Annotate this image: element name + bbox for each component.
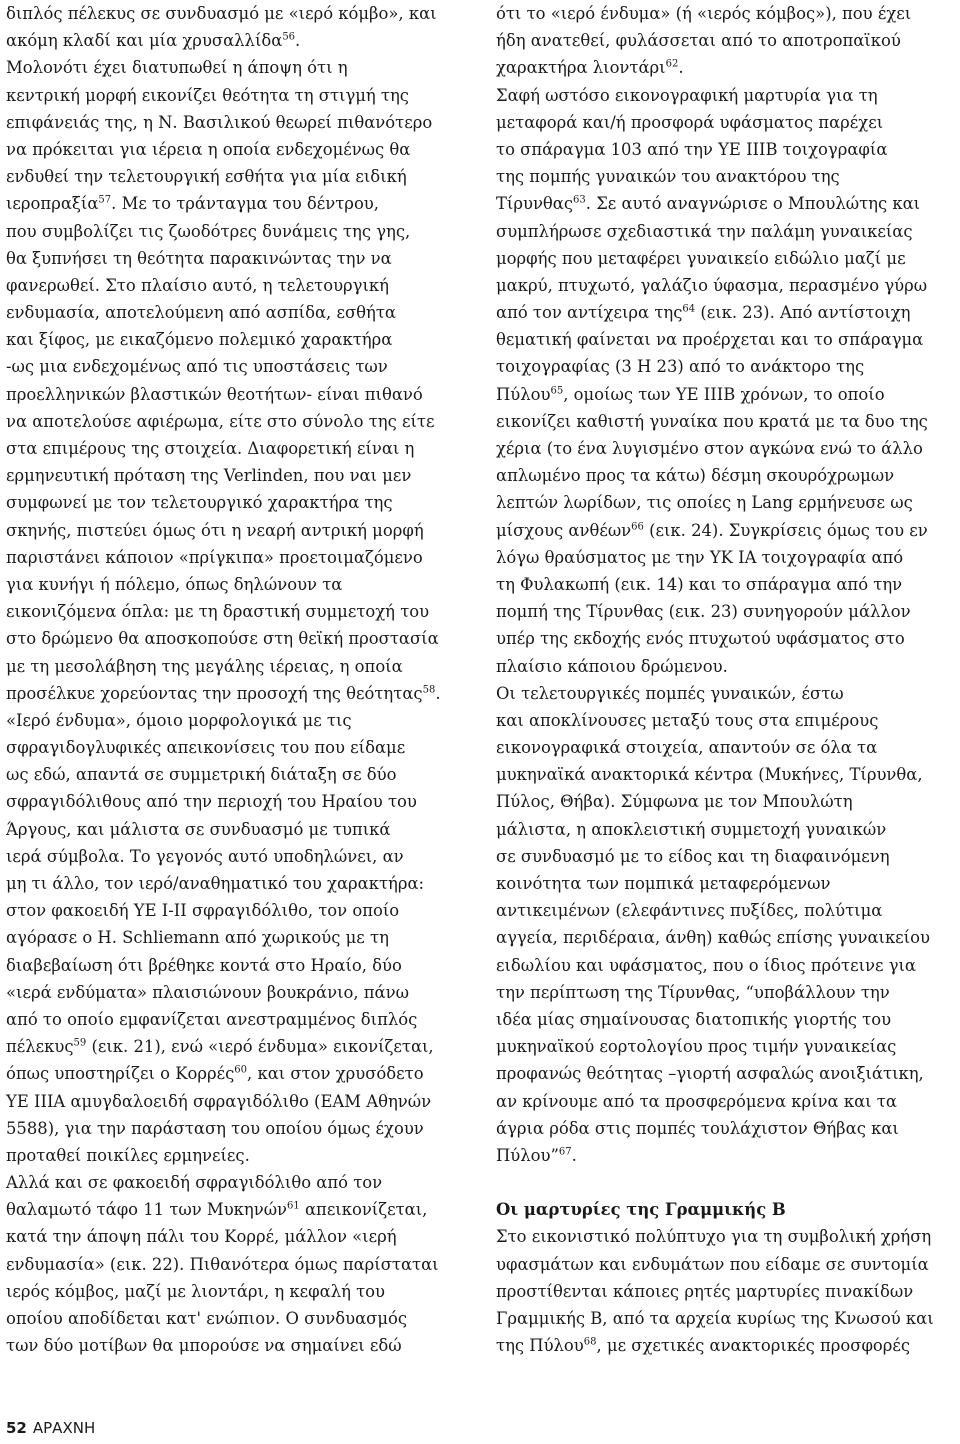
text-line <box>6 1169 476 1196</box>
text-line <box>496 353 956 380</box>
footnote-ref: 67 <box>558 1146 572 1158</box>
text-segment: και ξίφος, με εικαζόμενο πολεμικό χαρακτήρα <box>6 330 393 350</box>
page-footer <box>6 1416 95 1440</box>
text-segment: ερμηνευτική πρόταση της Verlinden, που ναι μεν <box>6 466 412 486</box>
text-line <box>6 924 476 951</box>
text-line <box>6 353 476 380</box>
text-segment: σφραγιδογλυφικές απεικονίσεις του που είδαμε <box>6 738 406 758</box>
text-segment: Σαφή ωστόσο εικονογραφική μαρτυρία για τη <box>496 85 878 105</box>
text-line <box>6 870 476 897</box>
text-segment: από τον αντίχειρα της <box>496 303 683 323</box>
text-segment: εικονίζει καθιστή γυναίκα που κρατά με τα δυο της <box>496 411 928 431</box>
text-line <box>496 870 956 897</box>
text-line <box>496 136 956 163</box>
footnote-ref: 61 <box>287 1200 300 1212</box>
text-segment: . <box>295 31 301 51</box>
text-segment: Πύλου <box>496 384 551 404</box>
text-line <box>6 788 476 815</box>
text-segment: μεταφορά και/ή προσφορά υφάσματος παρέχει <box>496 112 884 132</box>
text-line <box>6 598 476 625</box>
text-line <box>496 1088 956 1115</box>
text-segment: υφασμάτων και ενδυμάτων που είδαμε σε συντομία <box>496 1254 929 1274</box>
text-line <box>496 245 956 272</box>
text-line <box>6 653 476 680</box>
footnote-ref: 60 <box>234 1064 248 1076</box>
text-line <box>496 1223 956 1250</box>
text-line <box>496 816 956 843</box>
text-line <box>496 1196 956 1223</box>
text-line <box>6 707 476 734</box>
left-text-column <box>6 0 476 1359</box>
text-line <box>6 462 476 489</box>
text-line <box>6 571 476 598</box>
text-line <box>6 190 476 217</box>
text-segment: . Με το τράνταγμα του δέντρου, <box>111 194 379 214</box>
text-segment: κοινότητα των πομπικά μεταφερόμενων <box>496 874 831 893</box>
text-line <box>6 299 476 326</box>
text-line <box>6 1006 476 1033</box>
text-line <box>496 27 956 54</box>
text-line <box>496 1142 956 1169</box>
text-line <box>496 1060 956 1087</box>
text-segment: της Πύλου <box>496 1336 584 1356</box>
text-segment: Οι τελετουργικές πομπές γυναικών, έστω <box>496 683 844 703</box>
text-segment: φανερωθεί. Στο πλαίσιο αυτό, η τελετουργική <box>6 275 389 295</box>
text-segment: ότι το «ιερό ένδυμα» (ή «ιερός κόμβος»), που έχει <box>496 4 912 23</box>
text-segment: 5588), για την παράσταση του οποίου όμως έχουν <box>6 1118 424 1138</box>
text-line <box>496 82 956 109</box>
text-segment: ιδέα μίας σημαίνουσας διατοπικής γιορτής του <box>496 1009 892 1029</box>
text-segment: μάλιστα, η αποκλειστική συμμετοχή γυναικών <box>496 819 887 839</box>
text-segment: να πρόκειται για ιέρεια η οποία ενδεχομένως θα <box>6 139 411 159</box>
text-segment: (εικ. 23). Από αντίστοιχη <box>695 303 911 323</box>
text-line <box>6 734 476 761</box>
text-segment: Αλλά και σε φακοειδή σφραγιδόλιθο από τον <box>6 1173 383 1193</box>
text-segment: , με σχετικές ανακτορικές προσφορές <box>596 1336 911 1356</box>
text-segment: . Σε αυτό αναγνώρισε ο Μπουλώτης και <box>585 194 921 214</box>
text-line <box>496 1006 956 1033</box>
text-segment: Στο εικονιστικό πολύπτυχο για τη συμβολική χρήση <box>496 1227 932 1247</box>
text-segment: σε συνδυασμό με το είδος και τη διαφαινόμενη <box>496 846 890 866</box>
text-line <box>496 843 956 870</box>
journal-name: ΑΡΑΧΝΗ <box>32 1419 96 1437</box>
text-segment: . <box>678 58 684 78</box>
text-line <box>6 435 476 462</box>
text-line <box>6 218 476 245</box>
text-line <box>6 517 476 544</box>
text-segment: ιερά σύμβολα. Το γεγονός αυτό υποδηλώνει, αν <box>6 846 404 866</box>
text-segment: προταθεί ποικίλες ερμηνείες. <box>6 1145 250 1165</box>
text-segment: χέρια (το ένα λυγισμένο στον αγκώνα ενώ το άλλο <box>496 439 923 458</box>
text-line <box>496 1169 956 1196</box>
text-segment: παριστάνει κάποιον «πρίγκιπα» προετοιμαζόμενο <box>6 547 423 567</box>
text-line <box>496 299 956 326</box>
text-line <box>496 163 956 190</box>
text-line <box>496 190 956 217</box>
text-line <box>496 272 956 299</box>
text-segment: ενδυμασία, αποτελούμενη από ασπίδα, εσθήτα <box>6 303 396 323</box>
text-line <box>496 54 956 81</box>
text-line <box>6 163 476 190</box>
text-segment: κατά την άποψη πάλι του Κορρέ, μάλλον «ιερή <box>6 1227 397 1247</box>
text-segment: πέλεκυς <box>6 1037 74 1057</box>
text-line <box>6 1278 476 1305</box>
page-number: 52 <box>6 1419 27 1437</box>
text-line <box>6 1305 476 1332</box>
text-line <box>496 653 956 680</box>
text-segment: μυκηναϊκού εορτολογίου προς τιμήν γυναικείας <box>496 1037 897 1057</box>
text-segment: από το οποίο εμφανίζεται ανεστραμμένος διπλός <box>6 1009 418 1029</box>
text-segment: αντικειμένων (ελεφάντινες πυξίδες, πολύτιμα <box>496 901 883 921</box>
text-segment: σκηνής, πιστεύει όμως ότι η νεαρή αντρική μορφή <box>6 520 424 540</box>
text-line <box>6 1196 476 1223</box>
text-line <box>496 952 956 979</box>
footnote-ref: 57 <box>98 194 112 206</box>
footnote-ref: 58 <box>422 684 436 696</box>
text-line <box>496 218 956 245</box>
text-segment: εικονογραφικά στοιχεία, απαντούν σε όλα τα <box>496 738 878 758</box>
text-line <box>496 109 956 136</box>
text-segment: με τη μεσολάβηση της μεγάλης ιέρειας, η οποία <box>6 656 403 676</box>
text-line <box>496 1033 956 1060</box>
text-line <box>6 27 476 54</box>
text-segment: απεικονίζεται, <box>299 1200 428 1220</box>
text-segment: μυκηναϊκά ανακτορικά κέντρα (Μυκήνες, Τίρυνθα, <box>496 765 923 785</box>
text-line <box>496 979 956 1006</box>
text-line <box>496 680 956 707</box>
text-segment: Τίρυνθας <box>496 194 574 214</box>
text-segment: Μολονότι έχει διατυπωθεί η άποψη ότι η <box>6 58 348 78</box>
text-line <box>6 0 476 27</box>
text-line <box>6 897 476 924</box>
text-segment: σφραγιδόλιθους από την περιοχή του Ηραίου του <box>6 792 417 812</box>
text-segment: διπλός πέλεκυς σε συνδυασμό με «ιερό κόμβο», και <box>6 4 437 23</box>
text-segment: που συμβολίζει τις ζωοδότρες δυνάμεις της γης, <box>6 221 411 241</box>
text-segment: (εικ. 21), ενώ «ιερό ένδυμα» εικονίζεται, <box>86 1037 434 1057</box>
text-line <box>496 1251 956 1278</box>
text-line <box>6 979 476 1006</box>
text-line <box>6 1033 476 1060</box>
text-line <box>6 1060 476 1087</box>
text-segment: τοιχογραφίας (3 Η 23) από το ανάκτορο της <box>496 357 865 377</box>
text-line <box>6 1332 476 1359</box>
text-segment: ΥΕ ΙΙΙΑ αμυγδαλοειδή σφραγιδόλιθο (ΕΑΜ Αθηνών <box>6 1091 432 1111</box>
text-segment: κεντρική μορφή εικονίζει θεότητα τη στιγμή της <box>6 85 409 105</box>
text-segment: «ιερά ενδύματα» πλαισιώνουν βουκράνιο, πάνω <box>6 982 409 1002</box>
text-segment: προφανώς θεότητας –γιορτή ασφαλώς ανοιξιάτικη, <box>496 1064 924 1084</box>
footnote-ref: 63 <box>573 194 586 206</box>
text-segment: και αποκλίνουσες μεταξύ τους στα επιμέρους <box>496 710 879 730</box>
text-segment: πλαίσιο κάποιου δρώμενου. <box>496 656 728 676</box>
text-line <box>496 734 956 761</box>
text-line <box>496 381 956 408</box>
text-line <box>496 462 956 489</box>
text-segment: πομπή της Τίρυνθας (εικ. 23) συνηγορούν μάλλον <box>496 602 911 622</box>
text-segment: ενδυθεί την τελετουργική εσθήτα για μία ειδική <box>6 167 407 187</box>
text-segment: οποίου αποδίδεται κατ' ενώπιον. Ο συνδυασμός <box>6 1309 408 1328</box>
footnote-ref: 56 <box>282 31 296 43</box>
text-segment: ακόμη κλαδί και μία χρυσαλλίδα <box>6 31 283 51</box>
text-segment: μορφής που μεταφέρει γυναικείο ειδώλιο μαζί με <box>496 248 906 268</box>
footnote-ref: 59 <box>73 1037 87 1049</box>
text-line <box>496 1115 956 1142</box>
text-segment: την περίπτωση της Τίρυνθας, “υποβάλλουν την <box>496 982 890 1002</box>
text-segment: μίσχους ανθέων <box>496 520 632 540</box>
text-segment: εικονιζόμενα όπλα: με τη δραστική συμμετοχή του <box>6 602 430 622</box>
text-segment: ιεροπραξία <box>6 194 99 214</box>
text-line <box>496 761 956 788</box>
text-segment: (εικ. 24). Συγκρίσεις όμως του εν <box>643 520 928 540</box>
text-segment: , και στον χρυσόδετο <box>247 1064 424 1084</box>
section-heading: Οι μαρτυρίες της Γραμμικής Β <box>496 1200 786 1220</box>
text-segment: προστίθενται κάποιες ρητές μαρτυρίες πινακίδων <box>496 1281 914 1301</box>
text-line <box>6 625 476 652</box>
text-segment: ιερός κόμβος, μαζί με λιοντάρι, η κεφαλή του <box>6 1281 386 1301</box>
text-segment: ως εδώ, απαντά σε συμμετρική διάταξη σε δύο <box>6 765 397 785</box>
text-segment: , ομοίως των ΥΕ ΙΙΙΒ χρόνων, το οποίο <box>563 384 885 404</box>
text-segment: στα επιμέρους της στοιχεία. Διαφορετική είναι η <box>6 439 415 458</box>
text-line <box>6 843 476 870</box>
text-segment: της πομπής γυναικών του ανακτόρου της <box>496 167 840 187</box>
text-segment: ενδυμασία» (εικ. 22). Πιθανότερα όμως παρίσταται <box>6 1254 439 1274</box>
text-segment: για κυνήγι ή πόλεμο, όπως δηλώνουν τα <box>6 574 343 594</box>
text-segment: μακρύ, πτυχωτό, γαλάζιο ύφασμα, περασμένο γύρω <box>496 275 928 295</box>
footnote-ref: 65 <box>550 385 564 397</box>
text-line <box>496 707 956 734</box>
text-segment: αν κρίνουμε από τα προσφερόμενα κρίνα και τα <box>496 1091 897 1111</box>
text-segment: λόγω θραύσματος με την ΥΚ ΙΑ τοιχογραφία από <box>496 547 904 567</box>
text-segment: αγγεία, περιδέραια, άνθη) καθώς επίσης γυναικείου <box>496 928 930 948</box>
text-line <box>6 544 476 571</box>
text-segment: -ως μια ενδεχομένως από τις υποστάσεις των <box>6 357 388 377</box>
text-segment: επιφάνειάς της, η Ν. Βασιλικού θεωρεί πιθανότερο <box>6 112 433 132</box>
text-segment: των δύο μοτίβων θα μπορούσε να σημαίνει εδώ <box>6 1336 402 1356</box>
text-line <box>6 1223 476 1250</box>
text-segment: να αποτελούσε αφιέρωμα, είτε στο σύνολο της είτε <box>6 411 435 431</box>
footnote-ref: 66 <box>631 521 644 533</box>
text-segment: «Ιερό ένδυμα», όμοιο μορφολογικά με τις <box>6 710 352 730</box>
text-segment: Πύλος, Θήβα). Σύμφωνα με τον Μπουλώτη <box>496 792 853 812</box>
text-segment: στο δρώμενο θα αποσκοπούσε στη θεϊκή προστασία <box>6 629 439 649</box>
text-segment: . <box>435 683 441 703</box>
footnote-ref: 64 <box>682 303 696 315</box>
text-segment: Γραμμικής Β, από τα αρχεία κυρίως της Κνωσού και <box>496 1309 934 1328</box>
text-line <box>496 924 956 951</box>
text-line <box>496 326 956 353</box>
text-segment: το σπάραγμα 103 από την ΥΕ ΙΙΙΒ τοιχογραφία <box>496 139 888 159</box>
text-line <box>496 435 956 462</box>
text-segment: προσέλκυε χορεύοντας την προσοχή της θεότητας <box>6 683 423 703</box>
text-segment: Πύλου” <box>496 1145 559 1165</box>
text-segment: άγρια ρόδα στις πομπές τουλάχιστον Θήβας και <box>496 1118 899 1138</box>
text-line <box>6 245 476 272</box>
text-segment: στον φακοειδή ΥΕ Ι-ΙΙ σφραγιδόλιθο, τον οποίο <box>6 901 400 921</box>
footnote-ref: 68 <box>583 1336 597 1348</box>
text-segment: όπως υποστηρίζει ο Κορρές <box>6 1064 235 1084</box>
text-line <box>496 408 956 435</box>
text-segment: θα ξυπνήσει τη θεότητα παρακινώντας την να <box>6 248 392 268</box>
text-line <box>496 1278 956 1305</box>
text-line <box>496 517 956 544</box>
right-text-column <box>496 0 956 1359</box>
text-line <box>496 625 956 652</box>
text-segment: θαλαμωτό τάφο 11 των Μυκηνών <box>6 1200 288 1220</box>
text-segment: λεπτών λωρίδων, τις οποίες η Lang ερμήνευσε ως <box>496 493 913 513</box>
footnote-ref: 62 <box>665 58 679 70</box>
text-segment: υπέρ της εκδοχής ενός πτυχωτού υφάσματος στο <box>496 629 905 649</box>
text-segment: χαρακτήρα λιοντάρι <box>496 58 666 78</box>
text-segment: διαβεβαίωση ότι βρέθηκε κοντά στο Ηραίο, δύο <box>6 955 402 975</box>
text-segment: θεματική φαίνεται να προέρχεται και το σπάραγμα <box>496 330 924 350</box>
text-line <box>6 952 476 979</box>
text-line <box>6 272 476 299</box>
text-line <box>496 598 956 625</box>
text-line <box>496 1332 956 1359</box>
text-line <box>6 82 476 109</box>
text-line <box>496 544 956 571</box>
text-line <box>6 1142 476 1169</box>
text-line <box>6 381 476 408</box>
text-line <box>6 1115 476 1142</box>
text-line <box>496 1305 956 1332</box>
text-segment: ειδωλίου και υφάσματος, που ο ίδιος πρότεινε για <box>496 955 917 975</box>
text-line <box>6 816 476 843</box>
text-line <box>496 489 956 516</box>
text-line <box>6 761 476 788</box>
text-segment: . <box>571 1145 577 1165</box>
text-line <box>6 326 476 353</box>
text-segment: συμπλήρωσε σχεδιαστικά την παλάμη γυναικείας <box>496 221 913 241</box>
text-line <box>6 54 476 81</box>
text-segment: τη Φυλακωπή (εικ. 14) και το σπάραγμα από την <box>496 574 903 594</box>
text-segment: αγόρασε ο Η. Schliemann από χωρικούς με τη <box>6 928 389 948</box>
text-line <box>496 571 956 598</box>
text-line <box>6 489 476 516</box>
text-line <box>6 109 476 136</box>
text-line <box>6 136 476 163</box>
text-segment: μη τι άλλο, τον ιερό/αναθηματικό του χαρακτήρα: <box>6 874 425 893</box>
text-line <box>496 788 956 815</box>
text-line <box>6 1088 476 1115</box>
text-segment: απλωμένο προς τα κάτω) δέσμη σκουρόχρωμων <box>496 466 895 486</box>
text-line <box>6 1251 476 1278</box>
text-line <box>496 897 956 924</box>
text-segment: ήδη ανατεθεί, φυλάσσεται από το αποτροπαϊκού <box>496 31 901 51</box>
text-segment: συμφωνεί με τον τελετουργικό χαρακτήρα της <box>6 493 393 513</box>
text-segment: Άργους, και μάλιστα σε συνδυασμό με τυπικά <box>6 819 391 839</box>
text-line <box>496 0 956 27</box>
text-line <box>6 680 476 707</box>
text-line <box>6 408 476 435</box>
text-segment: προελληνικών βλαστικών θεοτήτων- είναι πιθανό <box>6 384 423 404</box>
